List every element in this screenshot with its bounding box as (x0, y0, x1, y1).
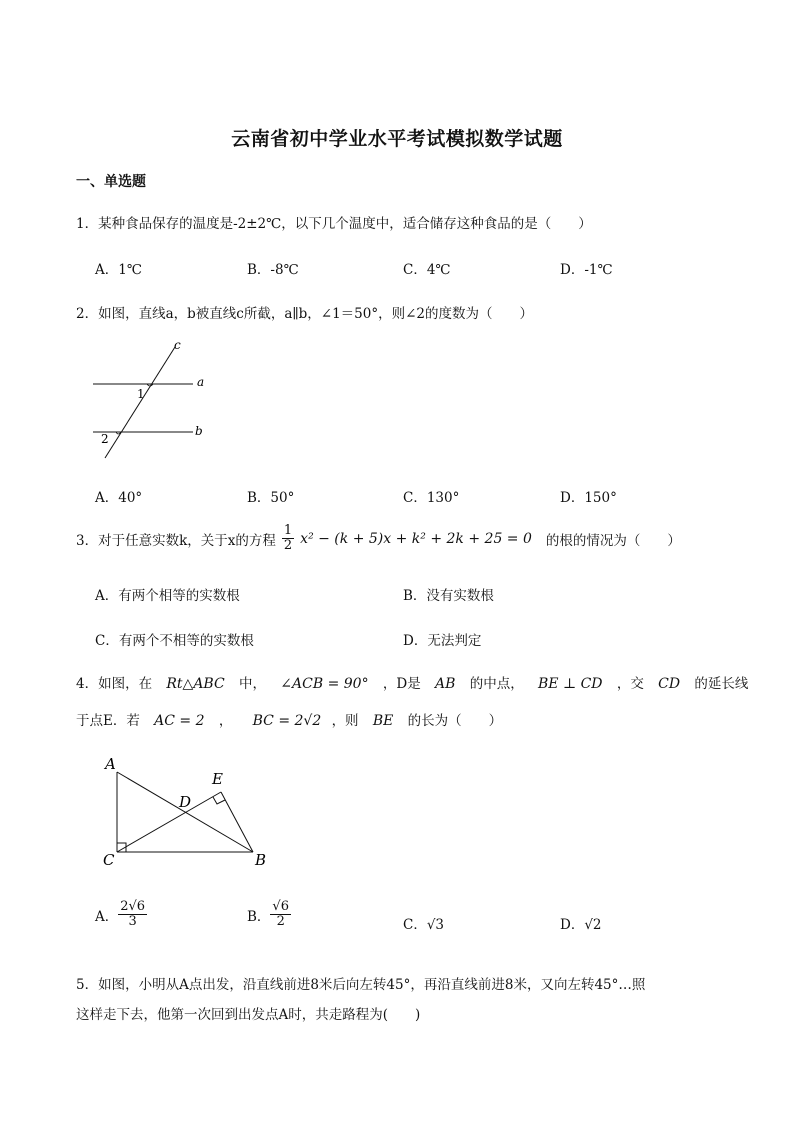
q4-option-a-fraction (118, 900, 147, 930)
question-4-line-1 (76, 672, 748, 692)
q4-text: ，D是 (382, 676, 421, 692)
q4-text: 中， (239, 676, 266, 692)
q4-text: 于点E．若 (76, 713, 140, 729)
triangle-figure (95, 752, 285, 877)
right-angle-e (213, 797, 225, 804)
question-1-stem: 1．某种食品保存的温度是-2±2℃，以下几个温度中，适合储存这种食品的是（ ） (76, 216, 592, 232)
q4-text: 的中点， (469, 676, 524, 692)
q2-option-c: C．130° (403, 490, 460, 506)
q4-math-bc: BC = 2√2 (252, 713, 322, 729)
label-D: D (179, 793, 192, 811)
parallel-lines-figure (85, 335, 225, 465)
q4-math-ac: AC = 2 (154, 713, 205, 729)
label-B: B (255, 851, 267, 869)
question-4-line-2 (76, 709, 502, 729)
q4-option-b-num: √6 (272, 899, 289, 914)
line-c (105, 347, 175, 458)
q3-frac-den: 2 (283, 538, 293, 554)
q4-text: 4．如图，在 (76, 676, 153, 692)
q4-option-d: D．√2 (560, 917, 602, 933)
q4-math-cd: CD (658, 676, 681, 692)
q4-math-perp: BE ⊥ CD (538, 676, 603, 692)
q3-option-d: D．无法判定 (403, 633, 482, 649)
q3-option-a: A．有两个相等的实数根 (95, 588, 240, 604)
label-A: A (105, 755, 116, 773)
section-heading: 一、单选题 (76, 174, 146, 190)
q4-option-c: C．√3 (403, 917, 445, 933)
q2-option-a: A．40° (95, 490, 143, 506)
q4-option-b-fraction (270, 900, 291, 930)
q4-text: ，交 (616, 676, 644, 692)
label-c: c (174, 338, 181, 352)
label-angle-1: 1 (137, 387, 145, 401)
label-a: a (197, 375, 205, 389)
q4-option-a-label: A． (95, 908, 119, 925)
label-b: b (195, 424, 203, 438)
question-2-stem: 2．如图，直线a，b被直线c所截，a∥b，∠1＝50°，则∠2的度数为（ ） (76, 306, 533, 322)
q4-text: 的延长线 (694, 676, 749, 692)
q4-option-b-den: 2 (276, 914, 285, 930)
segment-ce (117, 792, 221, 852)
q4-option-b-label: B． (247, 908, 271, 925)
question-5-line-1: 5．如图，小明从A点出发，沿直线前进8米后向左转45°，再沿直线前进8米，又向左转45°…照 (76, 977, 646, 993)
label-C: C (103, 851, 115, 869)
q4-option-a-num: 2√6 (120, 899, 146, 914)
q1-option-d: D．-1℃ (560, 262, 613, 278)
q3-stem-after: 的根的情况为（ ） (545, 532, 681, 549)
q4-math-angle: ∠ACB = 90° (280, 676, 369, 692)
q3-frac-num: 1 (283, 523, 293, 538)
q4-text: 的长为（ ） (407, 713, 503, 729)
q3-equation-fraction (282, 524, 294, 554)
q3-stem-before: 3．对于任意实数k，关于x的方程 (76, 532, 276, 549)
label-angle-2: 2 (101, 432, 109, 446)
q4-math-ab: AB (435, 676, 456, 692)
q3-option-c: C．有两个不相等的实数根 (95, 633, 254, 649)
q4-math-rt: Rt△ABC (166, 676, 225, 692)
q4-text: ， (218, 713, 233, 729)
label-E: E (212, 770, 223, 788)
q3-equation: x² − (k + 5)x + k² + 2k + 25 = 0 (300, 530, 532, 547)
q4-text: ，则 (331, 713, 359, 729)
q4-option-a (95, 900, 147, 930)
q2-option-b: B．50° (247, 490, 295, 506)
question-3-stem (76, 524, 681, 554)
q1-option-b: B．-8℃ (247, 262, 299, 278)
q4-option-a-den: 3 (128, 914, 137, 930)
question-5-line-2: 这样走下去，他第一次回到出发点A时，共走路程为( ) (76, 1007, 421, 1023)
q3-option-b: B．没有实数根 (403, 588, 494, 604)
q1-option-c: C．4℃ (403, 262, 451, 278)
q2-option-d: D．150° (560, 490, 617, 506)
q4-option-b (247, 900, 291, 930)
q1-option-a: A．1℃ (95, 262, 142, 278)
q4-math-be: BE (372, 713, 394, 729)
page-title: 云南省初中学业水平考试模拟数学试题 (231, 128, 563, 150)
